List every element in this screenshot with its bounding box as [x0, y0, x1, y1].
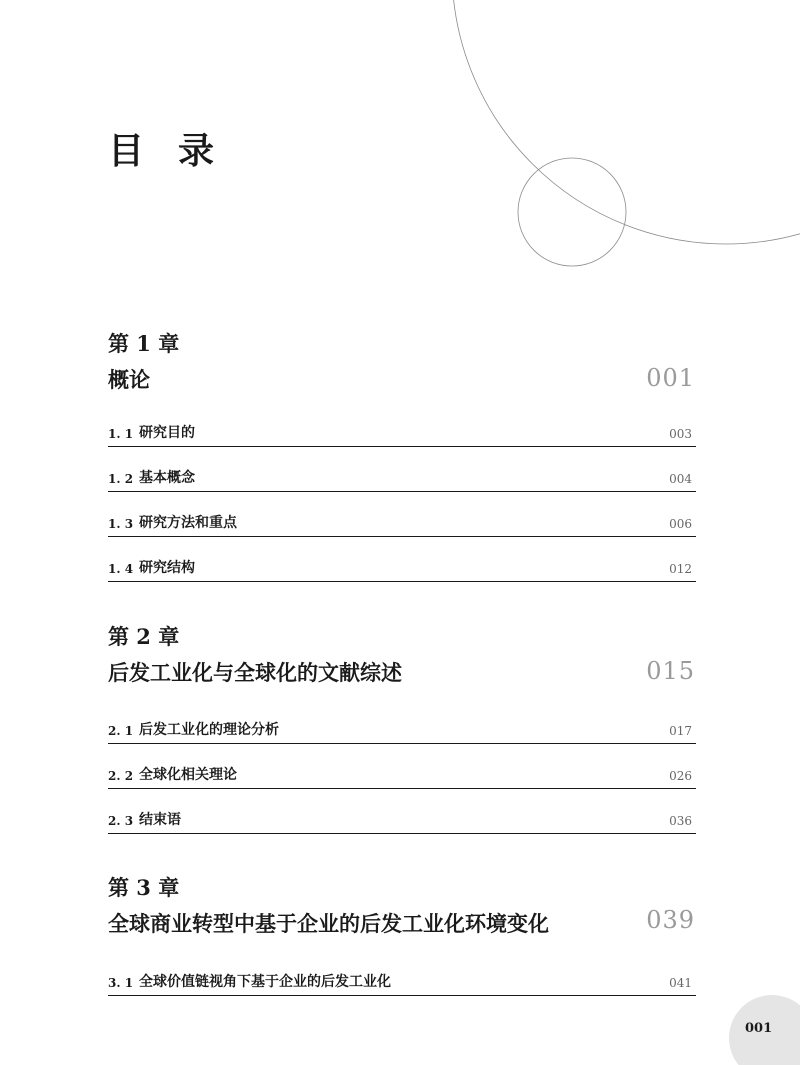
toc-entry[interactable]: [108, 719, 696, 744]
chapter-1-page: 001: [646, 364, 695, 392]
section-page: 036: [669, 814, 692, 828]
section-title: 后发工业化的理论分析: [139, 722, 279, 738]
toc-entry[interactable]: [108, 422, 696, 447]
chapter-3-title[interactable]: 全球商业转型中基于企业的后发工业化环境变化: [108, 911, 549, 936]
page-number-badge: [729, 995, 800, 1065]
chapter-1-label: 第 1 章: [108, 331, 180, 356]
section-title: 全球化相关理论: [139, 767, 237, 783]
section-title: 研究方法和重点: [139, 515, 237, 531]
section-page: 004: [669, 472, 692, 486]
section-page: 026: [669, 769, 692, 783]
section-number: 1. 4: [108, 562, 134, 576]
section-number: 1. 2: [108, 472, 134, 486]
chapter-3-label: 第 3 章: [108, 875, 180, 900]
large-decorative-circle: [452, 0, 800, 244]
section-page: 006: [669, 517, 692, 531]
section-number: 1. 3: [108, 517, 134, 531]
section-title: 研究结构: [139, 560, 195, 576]
chapter-3-page: 039: [646, 906, 695, 934]
small-decorative-circle: [518, 158, 626, 266]
page-number: 001: [745, 1021, 773, 1036]
chapter-2-label: 第 2 章: [108, 624, 180, 649]
section-number: 2. 1: [108, 724, 134, 738]
toc-entry[interactable]: [108, 971, 696, 996]
section-page: 012: [669, 562, 692, 576]
toc-entry[interactable]: [108, 557, 696, 582]
page-title: 目录: [108, 130, 249, 172]
section-title: 基本概念: [139, 470, 195, 486]
chapter-1-title[interactable]: 概论: [108, 367, 150, 392]
section-number: 2. 2: [108, 769, 134, 783]
section-page: 041: [669, 976, 692, 990]
toc-entry[interactable]: [108, 467, 696, 492]
section-page: 003: [669, 427, 692, 441]
section-title: 结束语: [139, 812, 181, 828]
section-title: 全球价值链视角下基于企业的后发工业化: [139, 974, 391, 990]
toc-entry[interactable]: [108, 809, 696, 834]
section-title: 研究目的: [139, 425, 195, 441]
chapter-2-title[interactable]: 后发工业化与全球化的文献综述: [108, 660, 402, 685]
section-number: 2. 3: [108, 814, 134, 828]
toc-entry[interactable]: [108, 512, 696, 537]
section-number: 3. 1: [108, 976, 134, 990]
section-page: 017: [669, 724, 692, 738]
toc-entry[interactable]: [108, 764, 696, 789]
section-number: 1. 1: [108, 427, 134, 441]
chapter-2-page: 015: [646, 657, 695, 685]
